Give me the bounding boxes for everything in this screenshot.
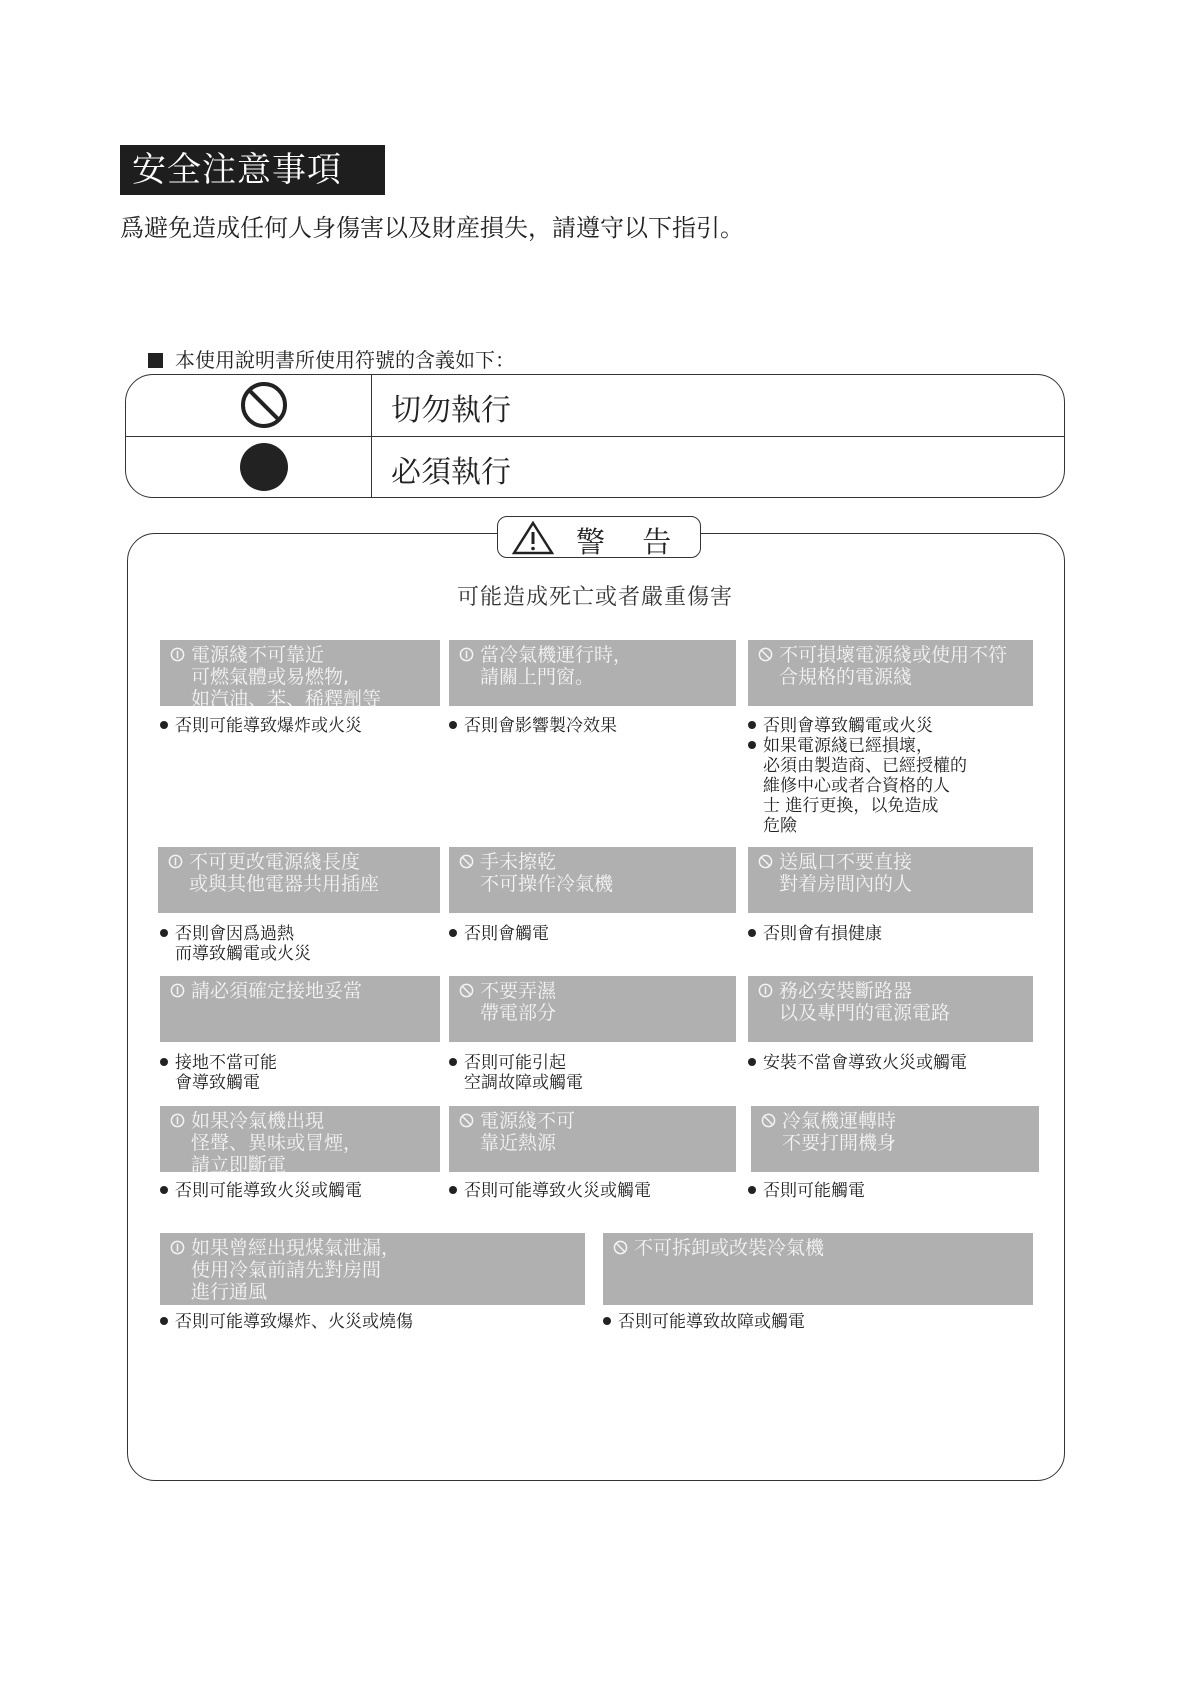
- mandatory-icon: [239, 442, 289, 492]
- warning-item-box: [751, 1106, 1039, 1172]
- warning-item-box: [748, 976, 1033, 1042]
- warning-item-title: 當冷氣機運行時，: [480, 644, 633, 666]
- bullet-dot-icon: [748, 929, 756, 937]
- warning-item-detail: 對着房間內的人: [779, 873, 913, 895]
- note-line: [449, 1053, 583, 1093]
- warning-item-box: [158, 847, 440, 913]
- mandatory-icon: [459, 647, 474, 662]
- prohibition-icon: [761, 1113, 776, 1128]
- square-bullet-icon: [148, 353, 163, 368]
- bullet-dot-icon: [748, 721, 756, 729]
- warning-item-notes: [449, 1053, 583, 1093]
- bullet-dot-icon: [160, 1317, 168, 1325]
- warning-item-box: [449, 1106, 736, 1172]
- warning-item-detail: 合規格的電源綫: [779, 666, 913, 688]
- note-line: [160, 924, 311, 964]
- warning-item-detail: 或與其他電器共用插座: [189, 873, 380, 895]
- note-text: 否則會有損健康: [763, 924, 882, 944]
- warning-item-title: 送風口不要直接: [779, 851, 913, 873]
- note-text: 如果電源綫已經損壞， 必須由製造商、已經授權的 維修中心或者合資格的人 士 進行更換，以免造成 危險: [763, 736, 967, 836]
- note-text: 否則會因爲過熱 而導致觸電或火災: [175, 924, 311, 964]
- note-text: 否則可能引起 空調故障或觸電: [464, 1053, 583, 1093]
- prohibition-icon: [459, 854, 474, 869]
- bullet-dot-icon: [160, 1186, 168, 1194]
- legend-text-prohibited: 切勿執行: [391, 393, 511, 428]
- warning-item-title: 不可損壞電源綫或使用不符: [779, 644, 1008, 666]
- intro-text: 爲避免造成任何人身傷害以及財産損失，請遵守以下指引。: [120, 214, 744, 242]
- note-line: [748, 736, 967, 836]
- note-line: [603, 1312, 805, 1332]
- warning-item-detail: 怪聲、異味或冒煙， 請立即斷電: [191, 1132, 363, 1176]
- warning-item-box: [603, 1233, 1033, 1305]
- note-text: 否則會影響製冷效果: [464, 716, 617, 736]
- warning-item-box: [449, 640, 736, 706]
- note-line: [449, 716, 617, 736]
- warning-item-notes: [160, 716, 362, 736]
- legend-row-mandatory: [126, 437, 1064, 498]
- bullet-dot-icon: [748, 1058, 756, 1066]
- bullet-dot-icon: [449, 721, 457, 729]
- note-text: 接地不當可能 會導致觸電: [175, 1053, 277, 1093]
- bullet-dot-icon: [449, 1058, 457, 1066]
- bullet-dot-icon: [160, 721, 168, 729]
- warning-item-detail: 可燃氣體或易燃物, 如汽油、苯、稀釋劑等: [191, 666, 382, 710]
- mandatory-icon: [170, 983, 185, 998]
- note-line: [748, 716, 967, 736]
- warning-item-notes: [748, 1181, 865, 1201]
- warning-item-notes: [160, 1181, 362, 1201]
- warning-item-notes: [160, 1312, 413, 1332]
- note-text: 否則會導致觸電或火災: [763, 716, 933, 736]
- warning-item-title: 電源綫不可: [480, 1110, 576, 1132]
- note-text: 否則可能導致火災或觸電: [175, 1181, 362, 1201]
- warning-item-detail: 帶電部分: [480, 1002, 557, 1024]
- bullet-dot-icon: [160, 1058, 168, 1066]
- warning-item-detail: 不要打開機身: [782, 1132, 897, 1154]
- note-line: [748, 924, 882, 944]
- legend-heading-text: 本使用說明書所使用符號的含義如下：: [175, 348, 515, 372]
- page-title: 安全注意事項: [120, 145, 385, 195]
- warning-item-box: [748, 640, 1033, 706]
- warning-item-title: 不可更改電源綫長度: [189, 851, 361, 873]
- warning-item-box: [160, 1233, 585, 1305]
- mandatory-icon: [758, 983, 773, 998]
- mandatory-icon: [170, 1240, 185, 1255]
- warning-item-box: [449, 847, 736, 913]
- note-text: 否則可能導致故障或觸電: [618, 1312, 805, 1332]
- warning-item-notes: [603, 1312, 805, 1332]
- prohibition-icon: [459, 983, 474, 998]
- prohibition-icon: [758, 647, 773, 662]
- warning-item-detail: 靠近熱源: [480, 1132, 557, 1154]
- warning-item-notes: [160, 924, 311, 964]
- symbol-legend-table: [125, 374, 1065, 498]
- warning-item-notes: [449, 924, 549, 944]
- prohibition-icon: [758, 854, 773, 869]
- legend-row-prohibited: [126, 375, 1064, 437]
- bullet-dot-icon: [449, 1186, 457, 1194]
- warning-label-text: 警 告: [576, 525, 686, 559]
- warning-item-box: [748, 847, 1033, 913]
- note-text: 否則可能觸電: [763, 1181, 865, 1201]
- warning-item-detail: 以及專門的電源電路: [779, 1002, 951, 1024]
- note-text: 否則可能導致火災或觸電: [464, 1181, 651, 1201]
- note-line: [449, 924, 549, 944]
- bullet-dot-icon: [603, 1317, 611, 1325]
- mandatory-icon: [170, 1113, 185, 1128]
- warning-item-title: 不要弄濕: [480, 980, 557, 1002]
- note-line: [160, 1181, 362, 1201]
- warning-item-title: 如果曾經出現煤氣泄漏，: [191, 1237, 401, 1259]
- warning-item-notes: [449, 716, 617, 736]
- warning-item-detail: 不可操作冷氣機: [480, 873, 614, 895]
- note-line: [160, 1053, 277, 1093]
- note-text: 否則可能導致爆炸、火災或燒傷: [175, 1312, 413, 1332]
- legend-heading: [148, 344, 515, 373]
- prohibition-icon: [239, 380, 289, 430]
- legend-text-mandatory: 必須執行: [391, 455, 511, 490]
- legend-divider: [371, 375, 372, 497]
- mandatory-icon: [170, 647, 185, 662]
- prohibition-icon: [459, 1113, 474, 1128]
- note-text: 安裝不當會導致火災或觸電: [763, 1053, 967, 1073]
- warning-item-title: 務必安裝斷路器: [779, 980, 913, 1002]
- mandatory-icon: [168, 854, 183, 869]
- bullet-dot-icon: [449, 929, 457, 937]
- bullet-dot-icon: [748, 1186, 756, 1194]
- note-text: 否則可能導致爆炸或火災: [175, 716, 362, 736]
- warning-item-title: 冷氣機運轉時: [782, 1110, 897, 1132]
- note-line: [160, 716, 362, 736]
- prohibition-icon: [613, 1240, 628, 1255]
- note-line: [748, 1181, 865, 1201]
- warning-item-notes: [449, 1181, 651, 1201]
- note-text: 否則會觸電: [464, 924, 549, 944]
- bullet-dot-icon: [160, 929, 168, 937]
- warning-item-box: [160, 640, 440, 710]
- warning-item-box: [160, 1106, 440, 1176]
- warning-item-title: 請必須確定接地妥當: [191, 980, 363, 1002]
- warning-subtitle: 可能造成死亡或者嚴重傷害: [456, 585, 733, 610]
- warning-item-notes: [748, 924, 882, 944]
- warning-item-detail: 使用冷氣前請先對房間 進行通風: [191, 1259, 382, 1303]
- bullet-dot-icon: [748, 741, 756, 749]
- warning-item-title: 手未擦乾: [480, 851, 557, 873]
- warning-item-box: [160, 976, 440, 1042]
- warning-label: [497, 516, 701, 558]
- warning-triangle-icon: [512, 521, 554, 555]
- note-line: [449, 1181, 651, 1201]
- warning-item-title: 電源綫不可靠近: [191, 644, 325, 666]
- warning-item-notes: [160, 1053, 277, 1093]
- warning-item-notes: [748, 1053, 967, 1073]
- warning-item-notes: [748, 716, 967, 836]
- warning-item-box: [449, 976, 736, 1042]
- warning-item-detail: 請關上門窗。: [480, 666, 595, 688]
- note-line: [160, 1312, 413, 1332]
- warning-item-title: 不可拆卸或改裝冷氣機: [634, 1237, 825, 1259]
- warning-item-title: 如果冷氣機出現: [191, 1110, 325, 1132]
- note-line: [748, 1053, 967, 1073]
